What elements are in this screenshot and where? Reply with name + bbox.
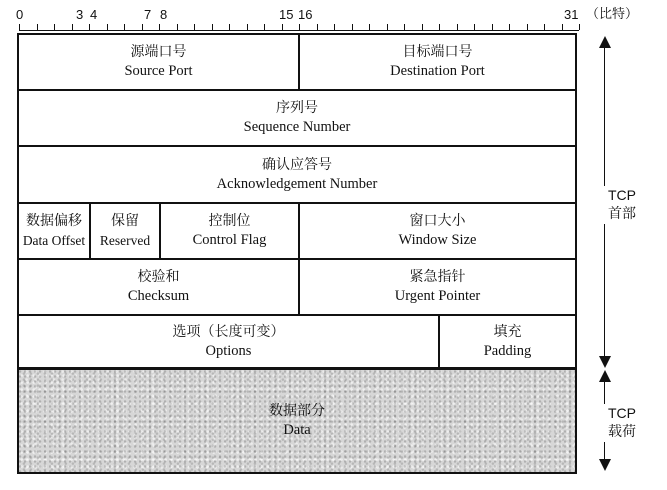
ruler-tick: [352, 24, 353, 30]
tcp-payload-label: [592, 404, 652, 442]
bit-ruler: [0, 0, 667, 36]
reserved-cn: 保留: [111, 213, 139, 229]
ruler-tick: [194, 24, 195, 30]
ruler-tick: [142, 24, 143, 30]
ruler-tick: [89, 24, 90, 30]
bit-label-7: 7: [144, 7, 152, 22]
options-cn: 选项（长度可变）: [172, 323, 285, 340]
bit-label-8: 8: [160, 7, 168, 22]
ruler-tick: [19, 24, 20, 30]
ack-number-en: Acknowledgement Number: [216, 175, 378, 192]
ruler-tick: [229, 24, 230, 30]
ruler-tick: [317, 24, 318, 30]
checksum-field: [19, 260, 298, 314]
ruler-tick: [369, 24, 370, 30]
ruler-tick: [159, 24, 160, 30]
ruler-tick: [72, 24, 73, 30]
tcp-header-label: [592, 186, 652, 224]
ruler-tick: [177, 24, 178, 30]
ruler-axis: [19, 30, 579, 31]
ruler-tick: [334, 24, 335, 30]
ruler-tick: [579, 24, 580, 30]
control-flag-cn: 控制位: [208, 213, 251, 229]
sequence-number-en: Sequence Number: [243, 119, 351, 135]
control-flag-en: Control Flag: [192, 232, 267, 248]
options-field: [19, 316, 438, 367]
destination-port-en: Destination Port: [390, 63, 485, 79]
destination-port-field: [298, 35, 575, 89]
header-row-options: [19, 316, 575, 367]
source-port-cn: 源端口号: [130, 44, 187, 60]
ack-number-field: [19, 147, 575, 202]
bit-label-15: 15: [279, 7, 294, 22]
ruler-tick: [404, 24, 405, 30]
ruler-tick: [124, 24, 125, 30]
sequence-number-field: [19, 91, 575, 145]
checksum-cn: 校验和: [137, 269, 180, 285]
bit-label-0: 0: [16, 7, 24, 22]
bit-label-4: 4: [90, 7, 98, 22]
ruler-tick: [457, 24, 458, 30]
ruler-tick: [439, 24, 440, 30]
destination-port-cn: 目标端口号: [402, 44, 473, 60]
padding-field: [438, 316, 575, 367]
padding-en: Padding: [483, 342, 532, 359]
data-en: Data: [283, 422, 311, 438]
reserved-en: Reserved: [99, 233, 151, 248]
ruler-tick: [422, 24, 423, 30]
header-bracket-arrow-down-icon: [599, 356, 611, 368]
tcp-payload-data: [17, 368, 577, 474]
header-row-sequence: [19, 91, 575, 147]
payload-bracket-arrow-up-icon: [599, 370, 611, 382]
header-row-ports: [19, 35, 575, 91]
bit-label-31: 31: [564, 7, 579, 22]
bit-label-3: 3: [76, 7, 84, 22]
header-row-ack: [19, 147, 575, 204]
window-size-field: [298, 204, 575, 258]
ruler-tick: [54, 24, 55, 30]
tcp-header-label-line2: 首部: [608, 206, 636, 222]
ruler-tick: [107, 24, 108, 30]
ruler-tick: [387, 24, 388, 30]
ruler-tick: [527, 24, 528, 30]
ruler-tick: [509, 24, 510, 30]
header-row-checksum: [19, 260, 575, 316]
bit-unit-label: （比特）: [586, 7, 639, 22]
padding-cn: 填充: [493, 323, 522, 340]
ruler-tick: [562, 24, 563, 30]
ruler-tick: [544, 24, 545, 30]
header-bracket-arrow-up-icon: [599, 36, 611, 48]
control-flag-field: [159, 204, 298, 258]
ruler-tick: [492, 24, 493, 30]
window-size-en: Window Size: [398, 232, 477, 248]
ruler-tick: [474, 24, 475, 30]
urgent-pointer-en: Urgent Pointer: [394, 288, 481, 304]
checksum-en: Checksum: [127, 288, 190, 304]
options-en: Options: [205, 342, 252, 359]
reserved-field: [89, 204, 159, 258]
data-offset-cn: 数据偏移: [26, 213, 82, 229]
urgent-pointer-field: [298, 260, 575, 314]
tcp-payload-label-line1: TCP: [608, 405, 636, 421]
data-offset-field: [19, 204, 89, 258]
data-cn: 数据部分: [269, 403, 325, 419]
data-offset-en: Data Offset: [22, 233, 86, 248]
ruler-tick: [264, 24, 265, 30]
urgent-pointer-cn: 紧急指针: [409, 269, 466, 285]
ruler-tick: [282, 24, 283, 30]
ruler-tick: [212, 24, 213, 30]
ruler-tick: [247, 24, 248, 30]
header-row-flags: [19, 204, 575, 260]
ruler-tick: [299, 24, 300, 30]
tcp-header-label-line1: TCP: [608, 187, 636, 203]
payload-bracket-arrow-down-icon: [599, 459, 611, 471]
tcp-payload-label-line2: 载荷: [608, 424, 636, 440]
ruler-tick: [37, 24, 38, 30]
window-size-cn: 窗口大小: [409, 213, 466, 229]
bit-label-16: 16: [298, 7, 313, 22]
ack-number-cn: 确认应答号: [262, 156, 332, 173]
sequence-number-cn: 序列号: [276, 100, 318, 116]
source-port-en: Source Port: [124, 63, 193, 79]
tcp-header: [17, 33, 577, 369]
source-port-field: [19, 35, 298, 89]
